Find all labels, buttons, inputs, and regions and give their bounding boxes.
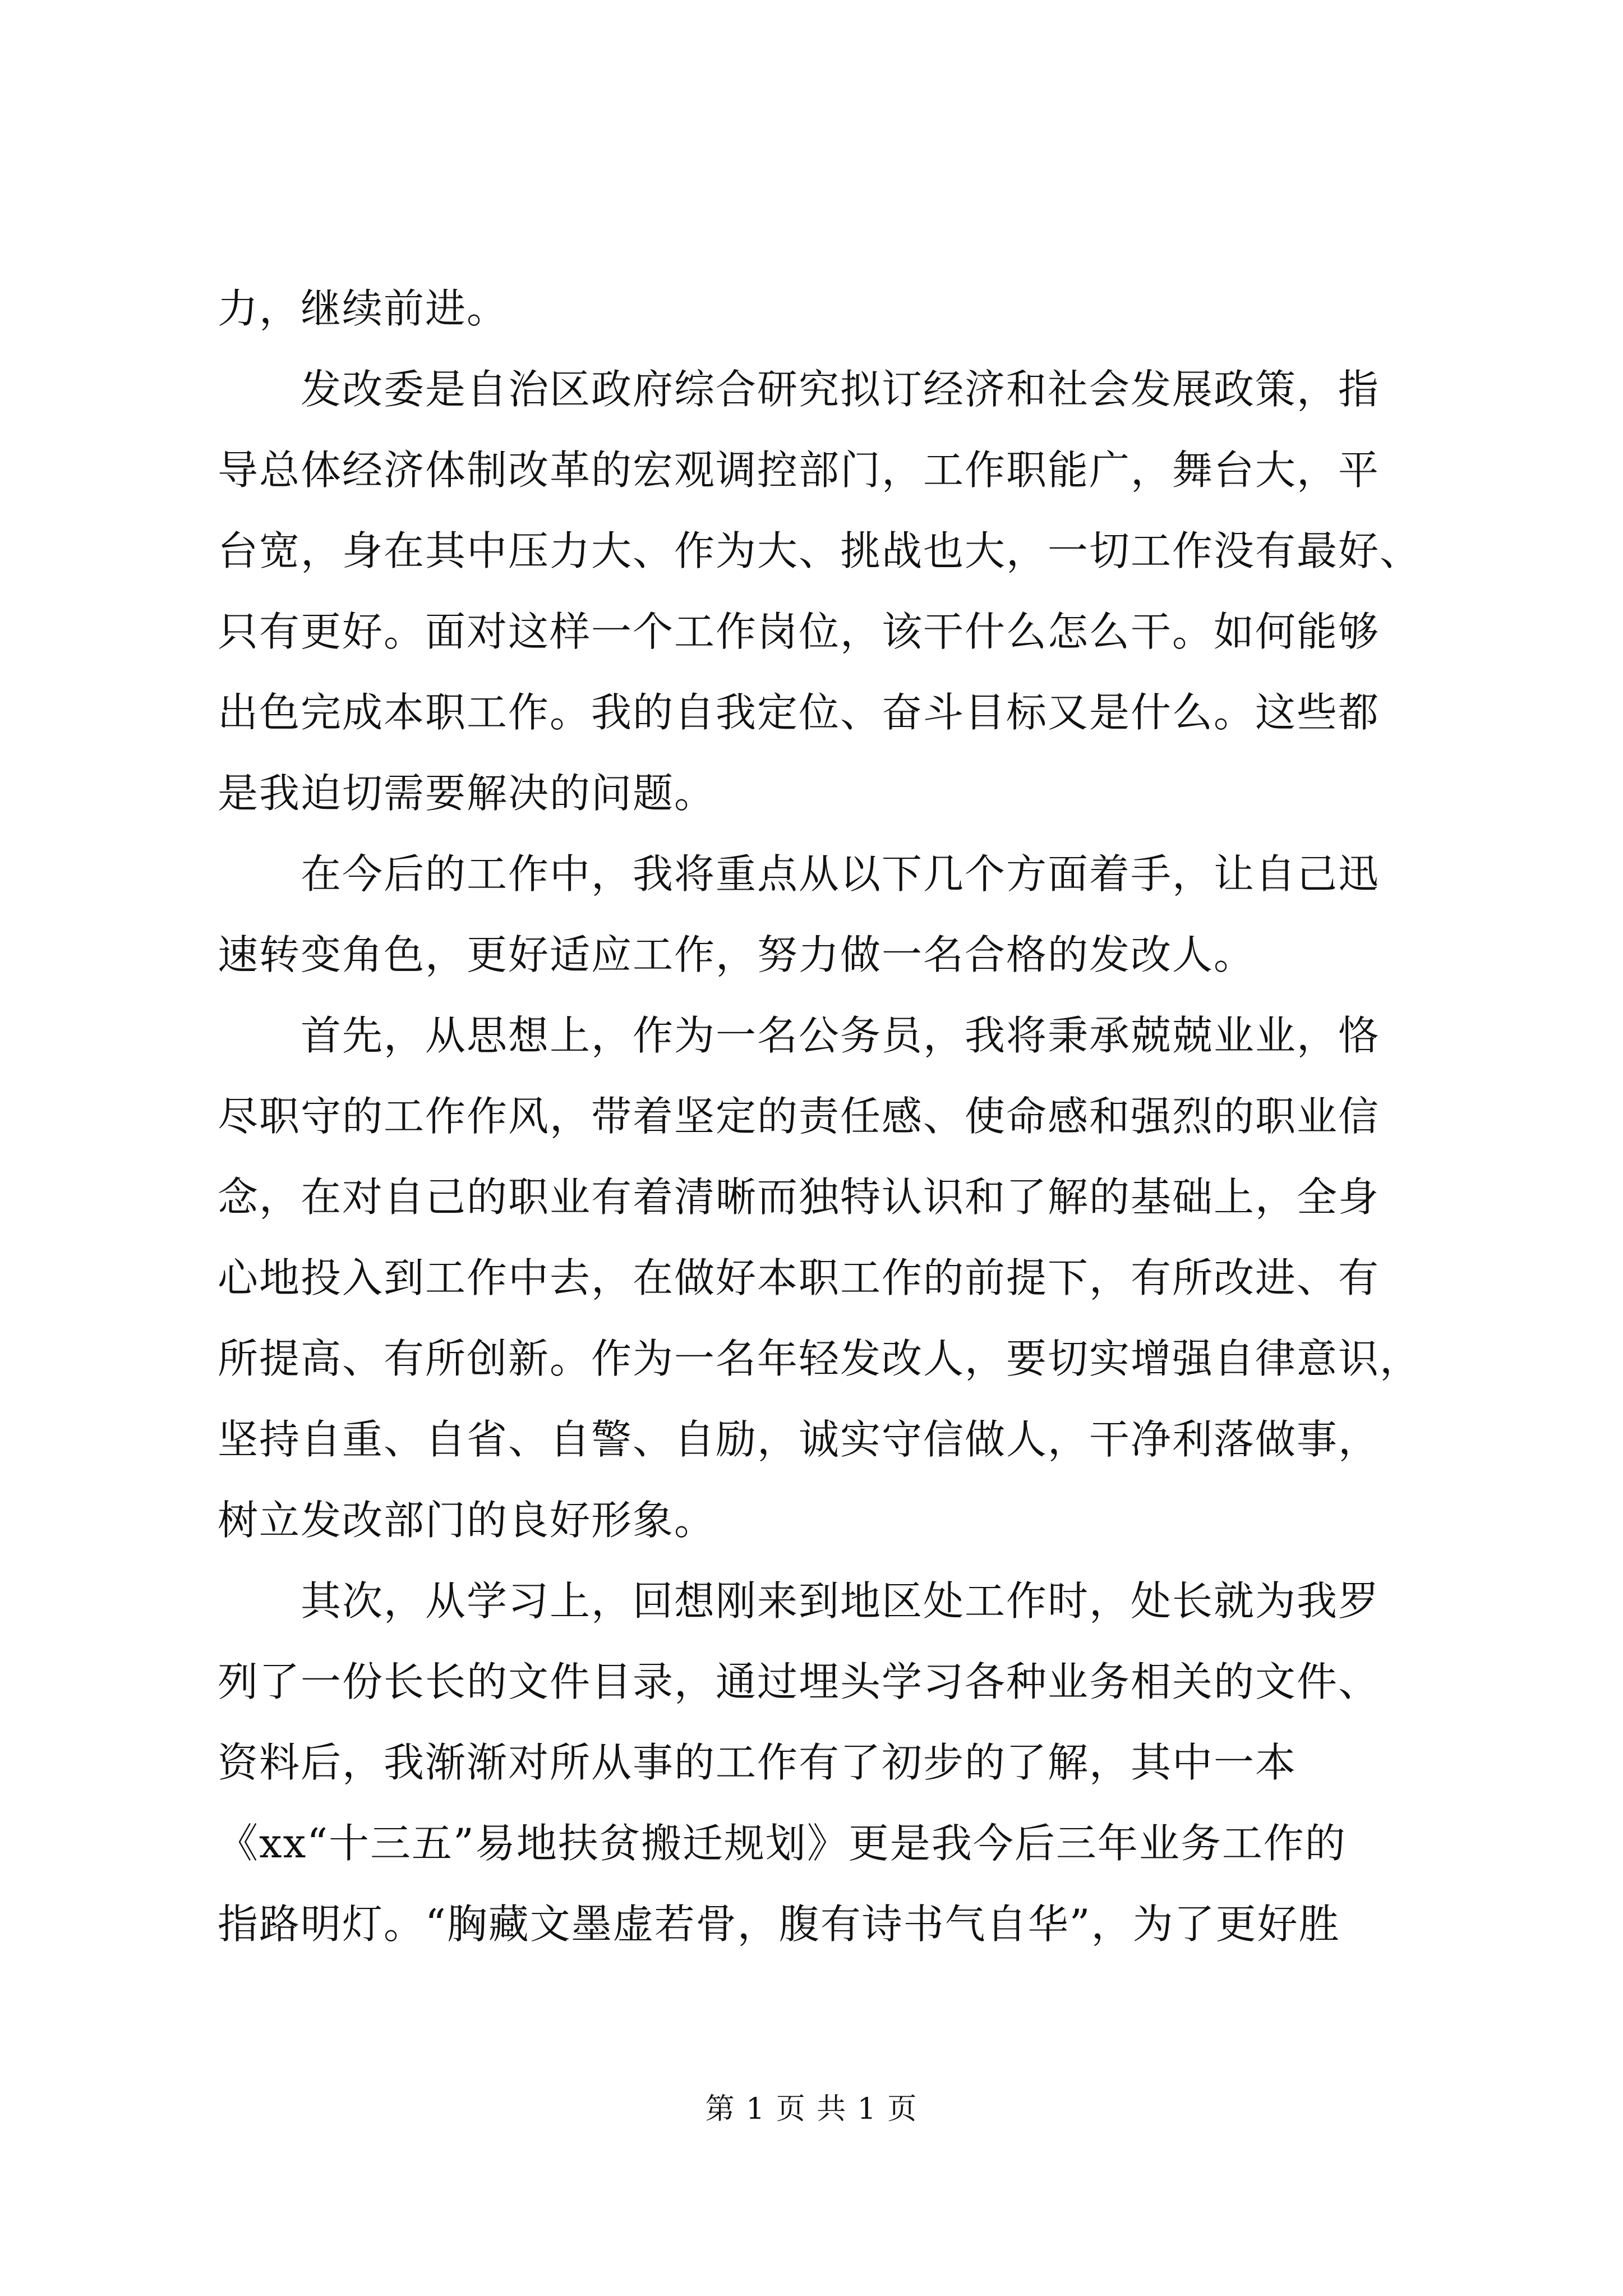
text-line: 导总体经济体制改革的宏观调控部门，工作职能广，舞台大，平 — [218, 447, 1380, 494]
paragraph-start-line: 其次，从学习上，回想刚来到地区处工作时，处长就为我罗 — [301, 1577, 1380, 1625]
text-line: 只有更好。面对这样一个工作岗位，该干什么怎么干。如何能够 — [218, 608, 1380, 655]
text-line: 力，继续前进。 — [218, 285, 509, 332]
text-line: 资料后，我渐渐对所从事的工作有了初步的了解，其中一本 — [218, 1739, 1297, 1786]
text-line: 《xx“十三五”易地扶贫搬迁规划》更是我今后三年业务工作的 — [218, 1820, 1347, 1867]
text-line: 念，在对自己的职业有着清晰而独特认识和了解的基础上，全身 — [218, 1174, 1380, 1221]
text-line: 树立发改部门的良好形象。 — [218, 1497, 716, 1544]
body-text — [218, 268, 1422, 1964]
paragraph-start-line: 发改委是自治区政府综合研究拟订经济和社会发展政策，指 — [301, 366, 1380, 413]
text-line: 心地投入到工作中去，在做好本职工作的前提下，有所改进、有 — [218, 1254, 1380, 1301]
paragraph-start-line: 在今后的工作中，我将重点从以下几个方面着手，让自己迅 — [301, 850, 1380, 898]
paragraph-start-line: 首先，从思想上，作为一名公务员，我将秉承兢兢业业，恪 — [301, 1012, 1380, 1059]
text-line: 所提高、有所创新。作为一名年轻发改人，要切实增强自律意识， — [218, 1335, 1422, 1382]
text-line: 坚持自重、自省、自警、自励，诚实守信做人，干净利落做事， — [218, 1416, 1380, 1463]
text-line: 速转变角色，更好适应工作，努力做一名合格的发改人。 — [218, 931, 1256, 978]
text-line: 尽职守的工作作风，带着坚定的责任感、使命感和强烈的职业信 — [218, 1093, 1380, 1140]
page-number-footer: 第 1 页 共 1 页 — [705, 2092, 918, 2126]
text-line: 出色完成本职工作。我的自我定位、奋斗目标又是什么。这些都 — [218, 689, 1380, 736]
text-line: 台宽，身在其中压力大、作为大、挑战也大，一切工作没有最好、 — [218, 527, 1422, 574]
text-line: 指路明灯。“胸藏文墨虚若骨，腹有诗书气自华”，为了更好胜 — [218, 1901, 1340, 1948]
text-line: 列了一份长长的文件目录，通过埋头学习各种业务相关的文件、 — [218, 1658, 1380, 1705]
text-line: 是我迫切需要解决的问题。 — [218, 770, 716, 817]
